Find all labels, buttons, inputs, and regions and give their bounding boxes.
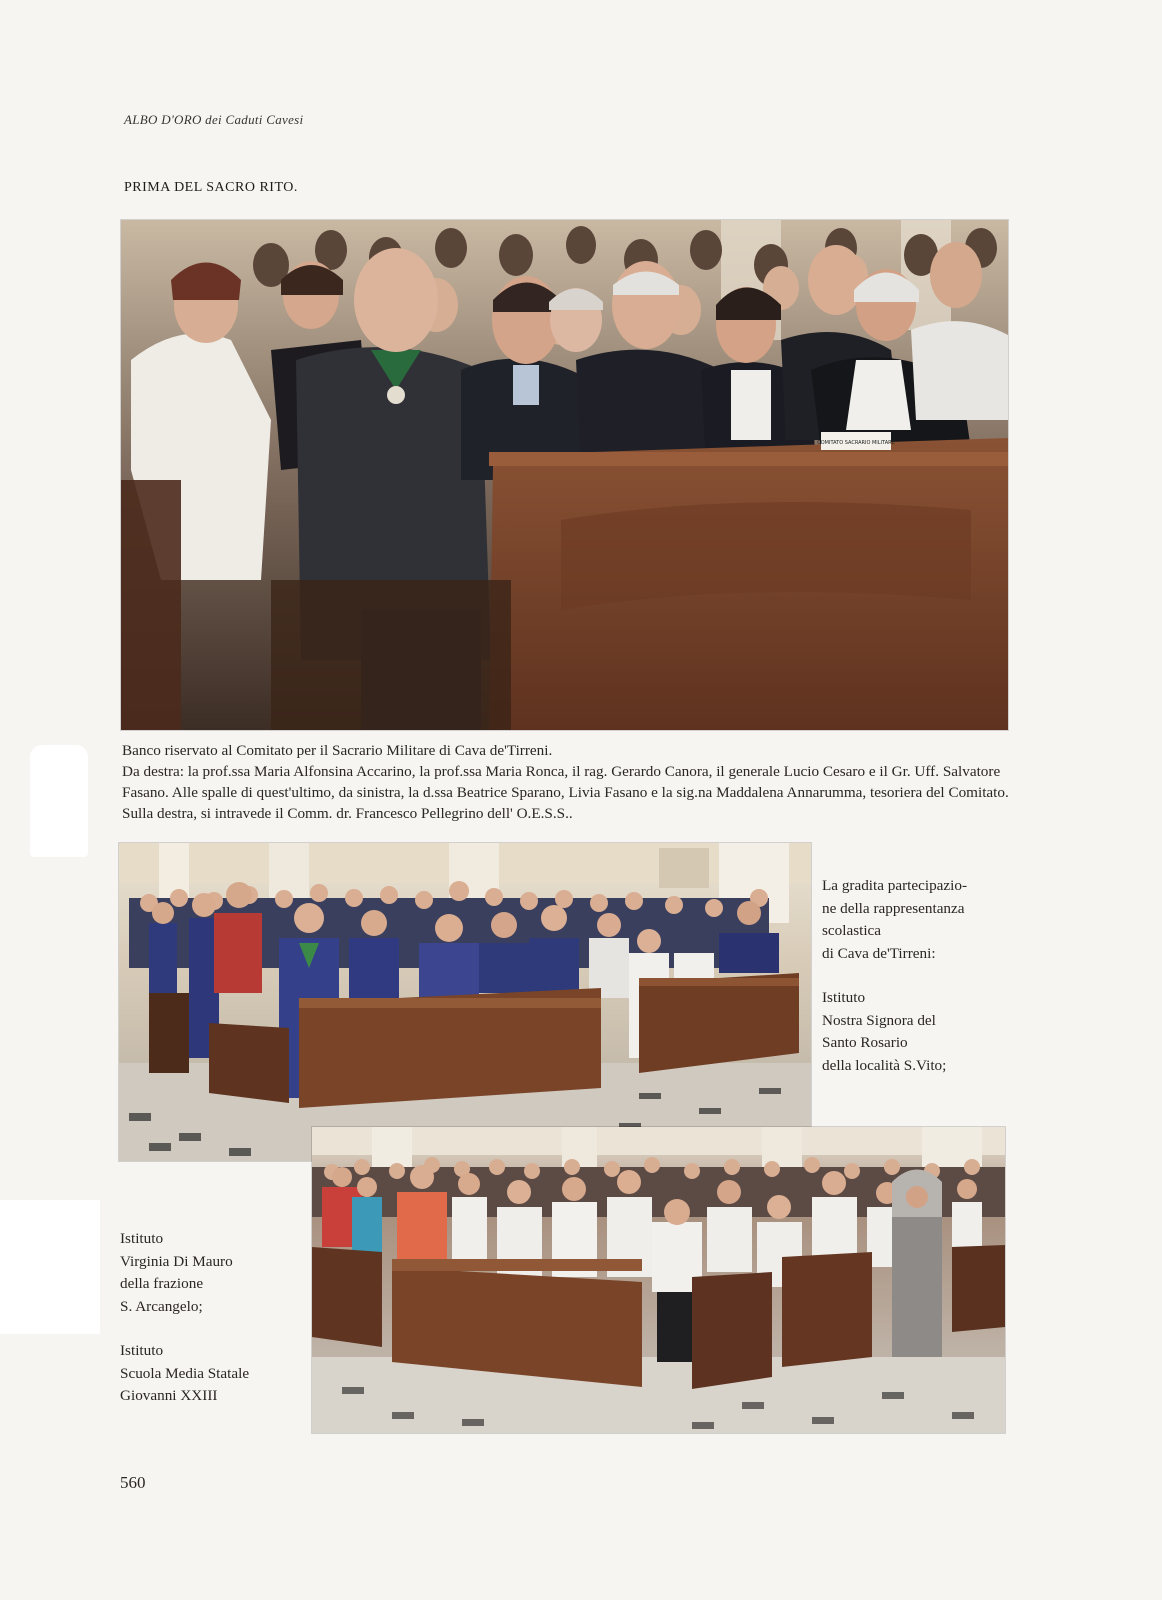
side-line: di Cava de'Tirreni:	[822, 944, 936, 962]
running-head: ALBO D'ORO dei Caduti Cavesi	[124, 112, 304, 127]
side-line: La gradita partecipazio-	[822, 877, 968, 894]
side-text-left	[120, 1228, 310, 1408]
margin-blot	[0, 1200, 100, 1334]
margin-blot	[30, 745, 88, 857]
side-line: Santo Rosario	[822, 1034, 908, 1051]
section-title: PRIMA DEL SACRO RITO.	[124, 180, 298, 195]
side-line: della località S.Vito;	[822, 1056, 947, 1074]
photo-caption-top	[122, 740, 1012, 824]
side-line: Nostra Signora del	[822, 1011, 936, 1029]
side-line: S. Arcangelo;	[120, 1297, 203, 1315]
side-line: della frazione	[120, 1275, 204, 1292]
desk-sign-text: COMITATO SACRARIO MILITARE	[817, 440, 895, 446]
side-line: Giovanni XXIII	[120, 1387, 218, 1404]
page-number: 560	[120, 1473, 146, 1492]
photo-students-illustration	[312, 1127, 1005, 1433]
side-line: Scuola Media Statale	[120, 1364, 250, 1382]
side-line: ne della rappresentanza	[822, 899, 965, 917]
side-text-right	[822, 875, 1002, 1077]
side-line: Istituto	[120, 1230, 164, 1247]
photo-students-santo-rosario	[119, 843, 811, 1161]
spacer	[822, 965, 1002, 987]
caption-paragraph: Da destra: la prof.ssa Maria Alfonsina Accarino, la prof.ssa Maria Ronca, il rag. Gerardo Canora, il generale Lucio Cesaro e il Gr. Uff. Salvatore Fasano. Alle spalle di quest'ultimo, da sinistra, la d.ssa Beatrice Sparano, Livia Fasano e la sig.na Maddalena Annarumma, tesoriera del Comitato. Sulla destra, si intravede il Comm. dr. Francesco Pellegrino dell' O.E.S.S..	[122, 763, 1009, 822]
side-line: scolastica	[822, 922, 882, 939]
photo-committee-pew	[121, 220, 1008, 730]
photo-students-illustration	[119, 843, 811, 1161]
side-line: Istituto	[120, 1342, 164, 1359]
side-line: Istituto	[822, 989, 866, 1006]
spacer	[120, 1318, 310, 1340]
photo-committee-pew-illustration	[121, 220, 1008, 730]
caption-line: Banco riservato al Comitato per il Sacrario Militare di Cava de'Tirreni.	[122, 742, 553, 759]
side-line: Virginia Di Mauro	[120, 1252, 233, 1270]
photo-students-di-mauro-giovanni-xxiii	[312, 1127, 1005, 1433]
